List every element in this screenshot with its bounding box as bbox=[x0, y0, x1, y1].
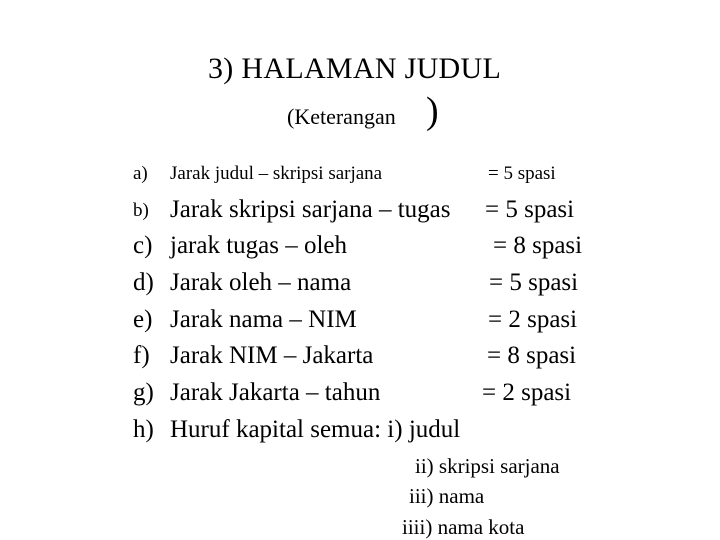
item-label: jarak tugas – oleh bbox=[170, 232, 348, 259]
item-marker: c) bbox=[133, 232, 153, 259]
slide-subtitle: (Keterangan bbox=[287, 104, 396, 129]
sub-item: ii) skripsi sarjana bbox=[415, 454, 560, 478]
item-marker: d) bbox=[133, 269, 154, 296]
item-label: Jarak Jakarta – tahun bbox=[170, 379, 381, 406]
item-value: = 5 spasi bbox=[488, 163, 556, 184]
item-marker: e) bbox=[133, 306, 153, 333]
item-value: = 8 spasi bbox=[487, 342, 577, 369]
item-value: = 5 spasi bbox=[489, 269, 579, 296]
item-marker: g) bbox=[133, 379, 154, 406]
sub-item: iiii) nama kota bbox=[402, 515, 525, 539]
item-value: = 2 spasi bbox=[482, 379, 572, 406]
item-label: Jarak nama – NIM bbox=[170, 306, 357, 333]
item-label: Jarak judul – skripsi sarjana bbox=[170, 163, 383, 184]
item-marker: f) bbox=[133, 342, 150, 369]
item-marker: h) bbox=[133, 416, 154, 443]
item-label: Jarak skripsi sarjana – tugas bbox=[170, 196, 451, 223]
item-marker: b) bbox=[133, 200, 149, 221]
item-value: = 5 spasi bbox=[485, 196, 575, 223]
item-value: = 2 spasi bbox=[488, 306, 578, 333]
item-label: Huruf kapital semua: i) judul bbox=[170, 416, 461, 443]
sub-item: iii) nama bbox=[409, 484, 485, 508]
subtitle-closing-paren: ) bbox=[426, 90, 439, 132]
item-marker: a) bbox=[133, 163, 148, 184]
item-label: Jarak oleh – nama bbox=[170, 269, 352, 296]
item-value: = 8 spasi bbox=[493, 232, 583, 259]
slide-title: 3) HALAMAN JUDUL bbox=[208, 52, 502, 85]
item-label: Jarak NIM – Jakarta bbox=[170, 342, 374, 369]
